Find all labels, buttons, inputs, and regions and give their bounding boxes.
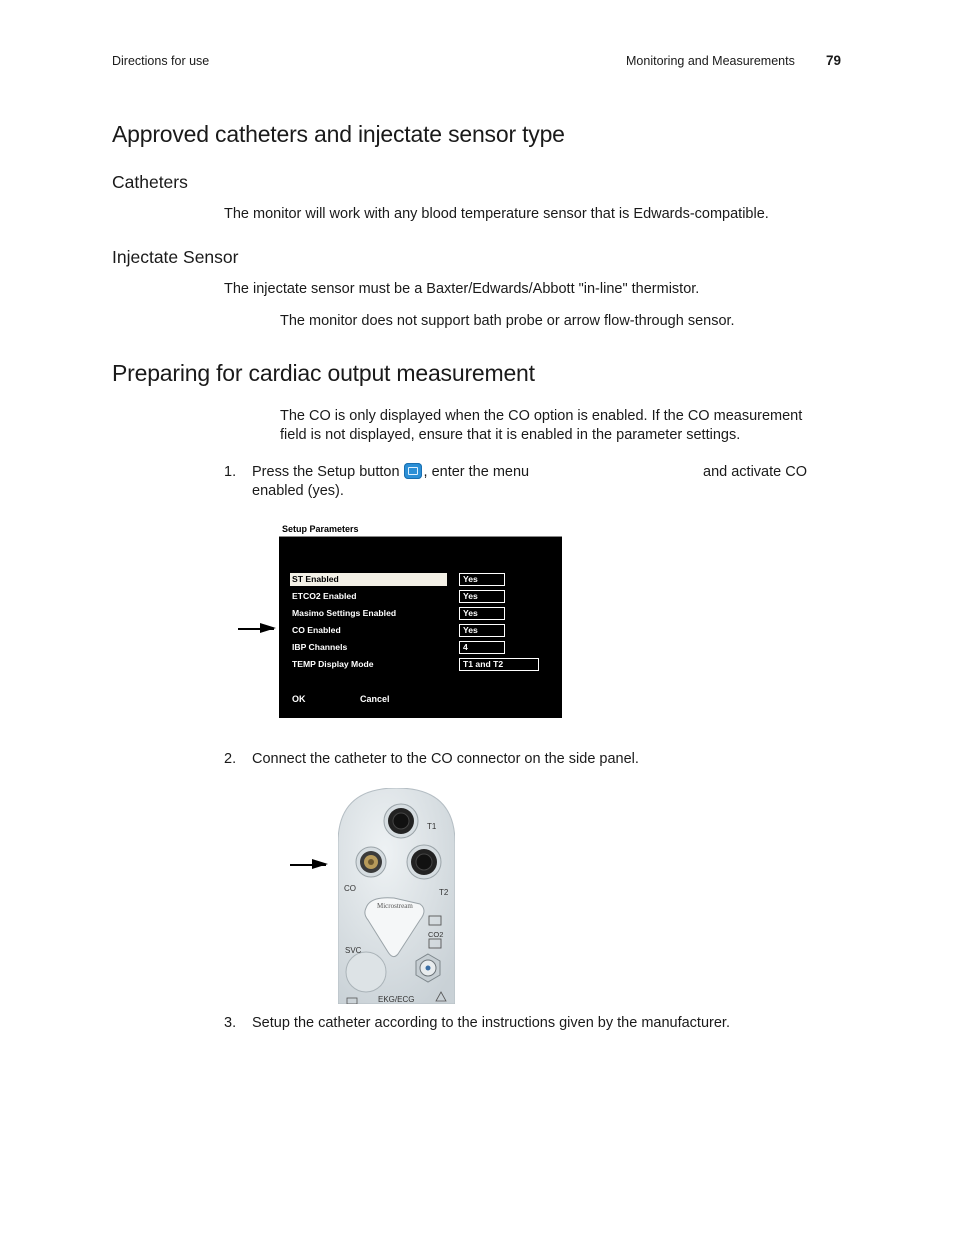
- step-1-text: [252, 463, 529, 482]
- setup-ok-button: OK: [292, 694, 306, 704]
- panel-label-svc: SVC: [345, 946, 362, 955]
- injectate-note: The monitor does not support bath probe or arrow flow-through sensor.: [280, 313, 735, 329]
- setup-row-value: Yes: [459, 607, 505, 620]
- setup-row-label: CO Enabled: [292, 625, 341, 635]
- setup-row-value: Yes: [459, 624, 505, 637]
- injectate-text: The injectate sensor must be a Baxter/Edwards/Abbott "in-line" thermistor.: [224, 281, 700, 297]
- co-note-line2: field is not displayed, ensure that it is enabled in the parameter settings.: [280, 427, 741, 443]
- section-title-preparing: Preparing for cardiac output measurement: [112, 360, 535, 386]
- catheters-text: The monitor will work with any blood temperature sensor that is Edwards-compatible.: [224, 206, 769, 222]
- step-2-number: 2.: [224, 751, 237, 767]
- step-2-text: Connect the catheter to the CO connector on the side panel.: [252, 751, 639, 767]
- panel-label-co: CO: [344, 884, 356, 893]
- panel-label-microstream: Microstream: [377, 902, 413, 910]
- setup-row-value: 4: [459, 641, 505, 654]
- page-number: 79: [826, 53, 842, 68]
- setup-row-label: ST Enabled: [290, 573, 447, 586]
- setup-row-label: Masimo Settings Enabled: [292, 608, 397, 618]
- setup-row-label: IBP Channels: [292, 642, 348, 652]
- setup-button-icon: [404, 463, 422, 479]
- step-1-part-d: enabled (yes).: [252, 483, 344, 499]
- setup-screen-title: Setup Parameters: [279, 522, 562, 537]
- step-3-text: Setup the catheter according to the instructions given by the manufacturer.: [252, 1015, 730, 1031]
- setup-row-value: Yes: [459, 573, 505, 586]
- section-title-approved: Approved catheters and injectate sensor type: [112, 121, 565, 147]
- panel-label-t1: T1: [427, 822, 437, 831]
- setup-row-label: ETCO2 Enabled: [292, 591, 357, 601]
- running-header-section: Monitoring and Measurements: [626, 54, 795, 68]
- pointer-arrow-co-connector: [290, 864, 326, 866]
- running-header-left: Directions for use: [112, 54, 210, 68]
- subheading-catheters: Catheters: [112, 172, 188, 192]
- pointer-arrow-co-enabled: [238, 628, 274, 630]
- subheading-injectate: Injectate Sensor: [112, 247, 239, 267]
- panel-label-co2: CO2: [428, 930, 444, 939]
- step-1-number: 1.: [224, 464, 237, 480]
- setup-parameters-screen: [279, 522, 562, 718]
- step-1-part-a: Press the Setup button: [252, 464, 400, 480]
- setup-row-label: TEMP Display Mode: [292, 659, 374, 669]
- panel-label-ekg: EKG/ECG: [378, 995, 415, 1004]
- co-note-line1: The CO is only displayed when the CO option is enabled. If the CO measurement: [280, 408, 803, 424]
- setup-row-value: Yes: [459, 590, 505, 603]
- step-1-part-b: , enter the menu: [423, 464, 530, 480]
- step-3-number: 3.: [224, 1015, 237, 1031]
- side-panel-illustration: [338, 788, 455, 1004]
- step-1-part-c: and activate CO: [703, 464, 807, 480]
- setup-row-value: T1 and T2: [459, 658, 539, 671]
- setup-cancel-button: Cancel: [360, 694, 390, 704]
- panel-label-t2: T2: [439, 888, 449, 897]
